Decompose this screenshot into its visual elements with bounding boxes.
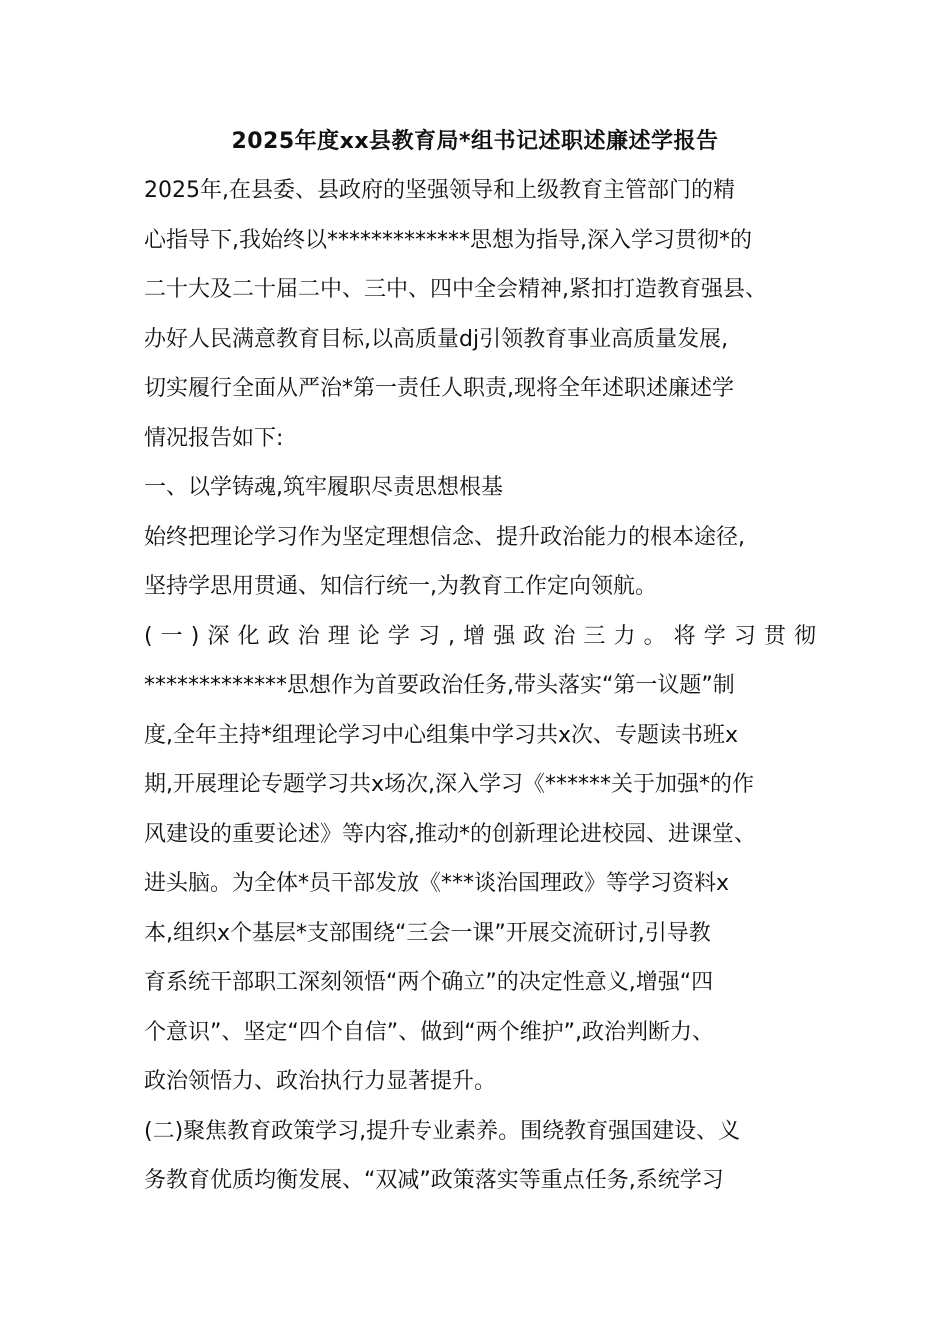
paragraph-line: 本,组织x个基层*支部围绕“三会一课”开展交流研讨,引导教 [144, 920, 711, 946]
document-body [144, 166, 816, 1206]
paragraph-line: 进头脑。为全体*员干部发放《***谈治国理政》等学习资料x [144, 871, 730, 896]
paragraph-line: 育系统干部职工深刻领悟“两个确立”的决定性意义,增强“四 [144, 970, 714, 995]
paragraph-line: 度,全年主持*组理论学习中心组集中学习共x次、专题读书班x [144, 722, 739, 748]
paragraph-line: 期,开展理论专题学习共x场次,深入学习《******关于加强*的作 [144, 772, 755, 797]
paragraph-line: 政治领悟力、政治执行力显著提升。 [144, 1069, 497, 1094]
paragraph-line: *************思想作为首要政治任务,带头落实“第一议题”制 [144, 673, 735, 698]
subsection-heading-line: (一)深化政治理论学习,增强政治三力。将学习贯彻 [144, 623, 816, 649]
paragraph-line: 风建设的重要论述》等内容,推动*的创新理论进校园、进课堂、 [144, 821, 756, 847]
paragraph-line: 务教育优质均衡发展、“双减”政策落实等重点任务,系统学习 [144, 1168, 724, 1193]
paragraph-line: 始终把理论学习作为坚定理想信念、提升政治能力的根本途径, [144, 524, 745, 550]
paragraph-line: 心指导下,我始终以*************思想为指导,深入学习贯彻*的 [144, 227, 752, 253]
paragraph-line: 2025年,在县委、县政府的坚强领导和上级教育主管部门的精 [144, 178, 735, 203]
section-heading: 一、以学铸魂,筑牢履职尽责思想根基 [144, 475, 503, 500]
paragraph-line: 二十大及二十届二中、三中、四中全会精神,紧扣打造教育强县、 [144, 277, 767, 302]
document-title: 2025年度xx县教育局*组书记述职述廉述学报告 [231, 129, 719, 154]
paragraph-line: 坚持学思用贯通、知信行统一,为教育工作定向领航。 [144, 574, 657, 599]
paragraph-line: 切实履行全面从严治*第一责任人职责,现将全年述职述廉述学 [144, 376, 734, 401]
subsection-heading-line: (二)聚焦教育政策学习,提升专业素养。围绕教育强国建设、义 [144, 1118, 741, 1144]
paragraph-line: 个意识”、坚定“四个自信”、做到“两个维护”,政治判断力、 [144, 1019, 714, 1045]
paragraph-line: 情况报告如下: [144, 425, 284, 451]
paragraph-line: 办好人民满意教育目标,以高质量dj引领教育事业高质量发展, [144, 326, 729, 352]
